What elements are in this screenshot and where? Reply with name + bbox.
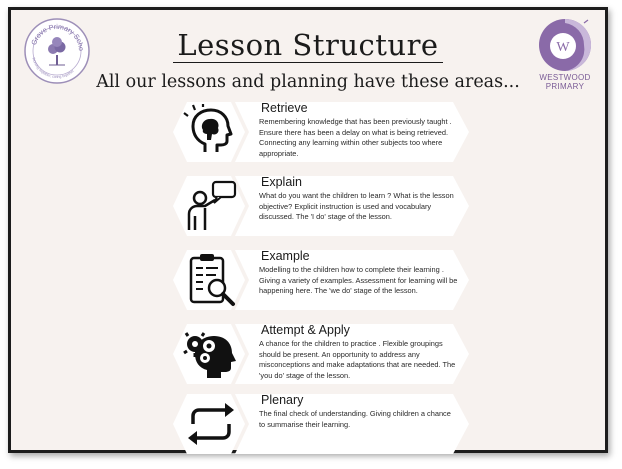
area-title: Attempt & Apply [261,323,350,337]
clipboard-magnifier-icon [183,252,239,308]
area-description: Remembering knowledge that has been previously taught . Ensure there has been a delay on what is being retrieved. Connecting any learning within other subjects too where appropriate. [259,117,452,158]
area-description: Modelling to the children how to complete their learning . Giving a variety of examples. Assessment for learning will be happening here. The 'we do' stage of the lesson. [259,265,458,295]
area-description: The final check of understanding. Giving children a chance to summarise their learning. [259,409,451,429]
area-attempt-apply [173,322,473,386]
area-explain [173,174,473,238]
logo-left-motto: Working together, caring together [31,56,75,80]
area-description: A chance for the children to practice . Flexible groupings should be present. An opportunity to address any misconceptions and make adaptations that are needed. The 'you do' stage of the lesson. [259,339,456,380]
page-title: Lesson Structure [11,28,605,62]
area-example [173,248,473,312]
area-title: Explain [261,175,302,189]
brain-head-icon [183,104,239,160]
westwood-logo-text: WESTWOOD PRIMARY [539,73,591,91]
westwood-primary-logo [536,16,594,74]
logo-left-name: Grove Primary Scho [30,23,85,52]
area-description: What do you want the children to learn ? What is the lesson objective? Explicit instruction is used and vocabulary discussed. The 'I do' stage of the lesson. [259,191,454,221]
area-title: Retrieve [261,101,308,115]
repeat-arrows-icon [183,396,239,452]
logo-right-letter: W [556,40,570,55]
area-plenary [173,392,473,456]
area-title: Example [261,249,310,263]
lesson-structure-poster [8,7,608,453]
area-title: Plenary [261,393,304,407]
area-retrieve [173,100,473,164]
gears-head-icon [183,326,239,382]
speaking-person-icon [183,178,239,234]
page-subtitle: All our lessons and planning have these areas... [96,72,520,92]
